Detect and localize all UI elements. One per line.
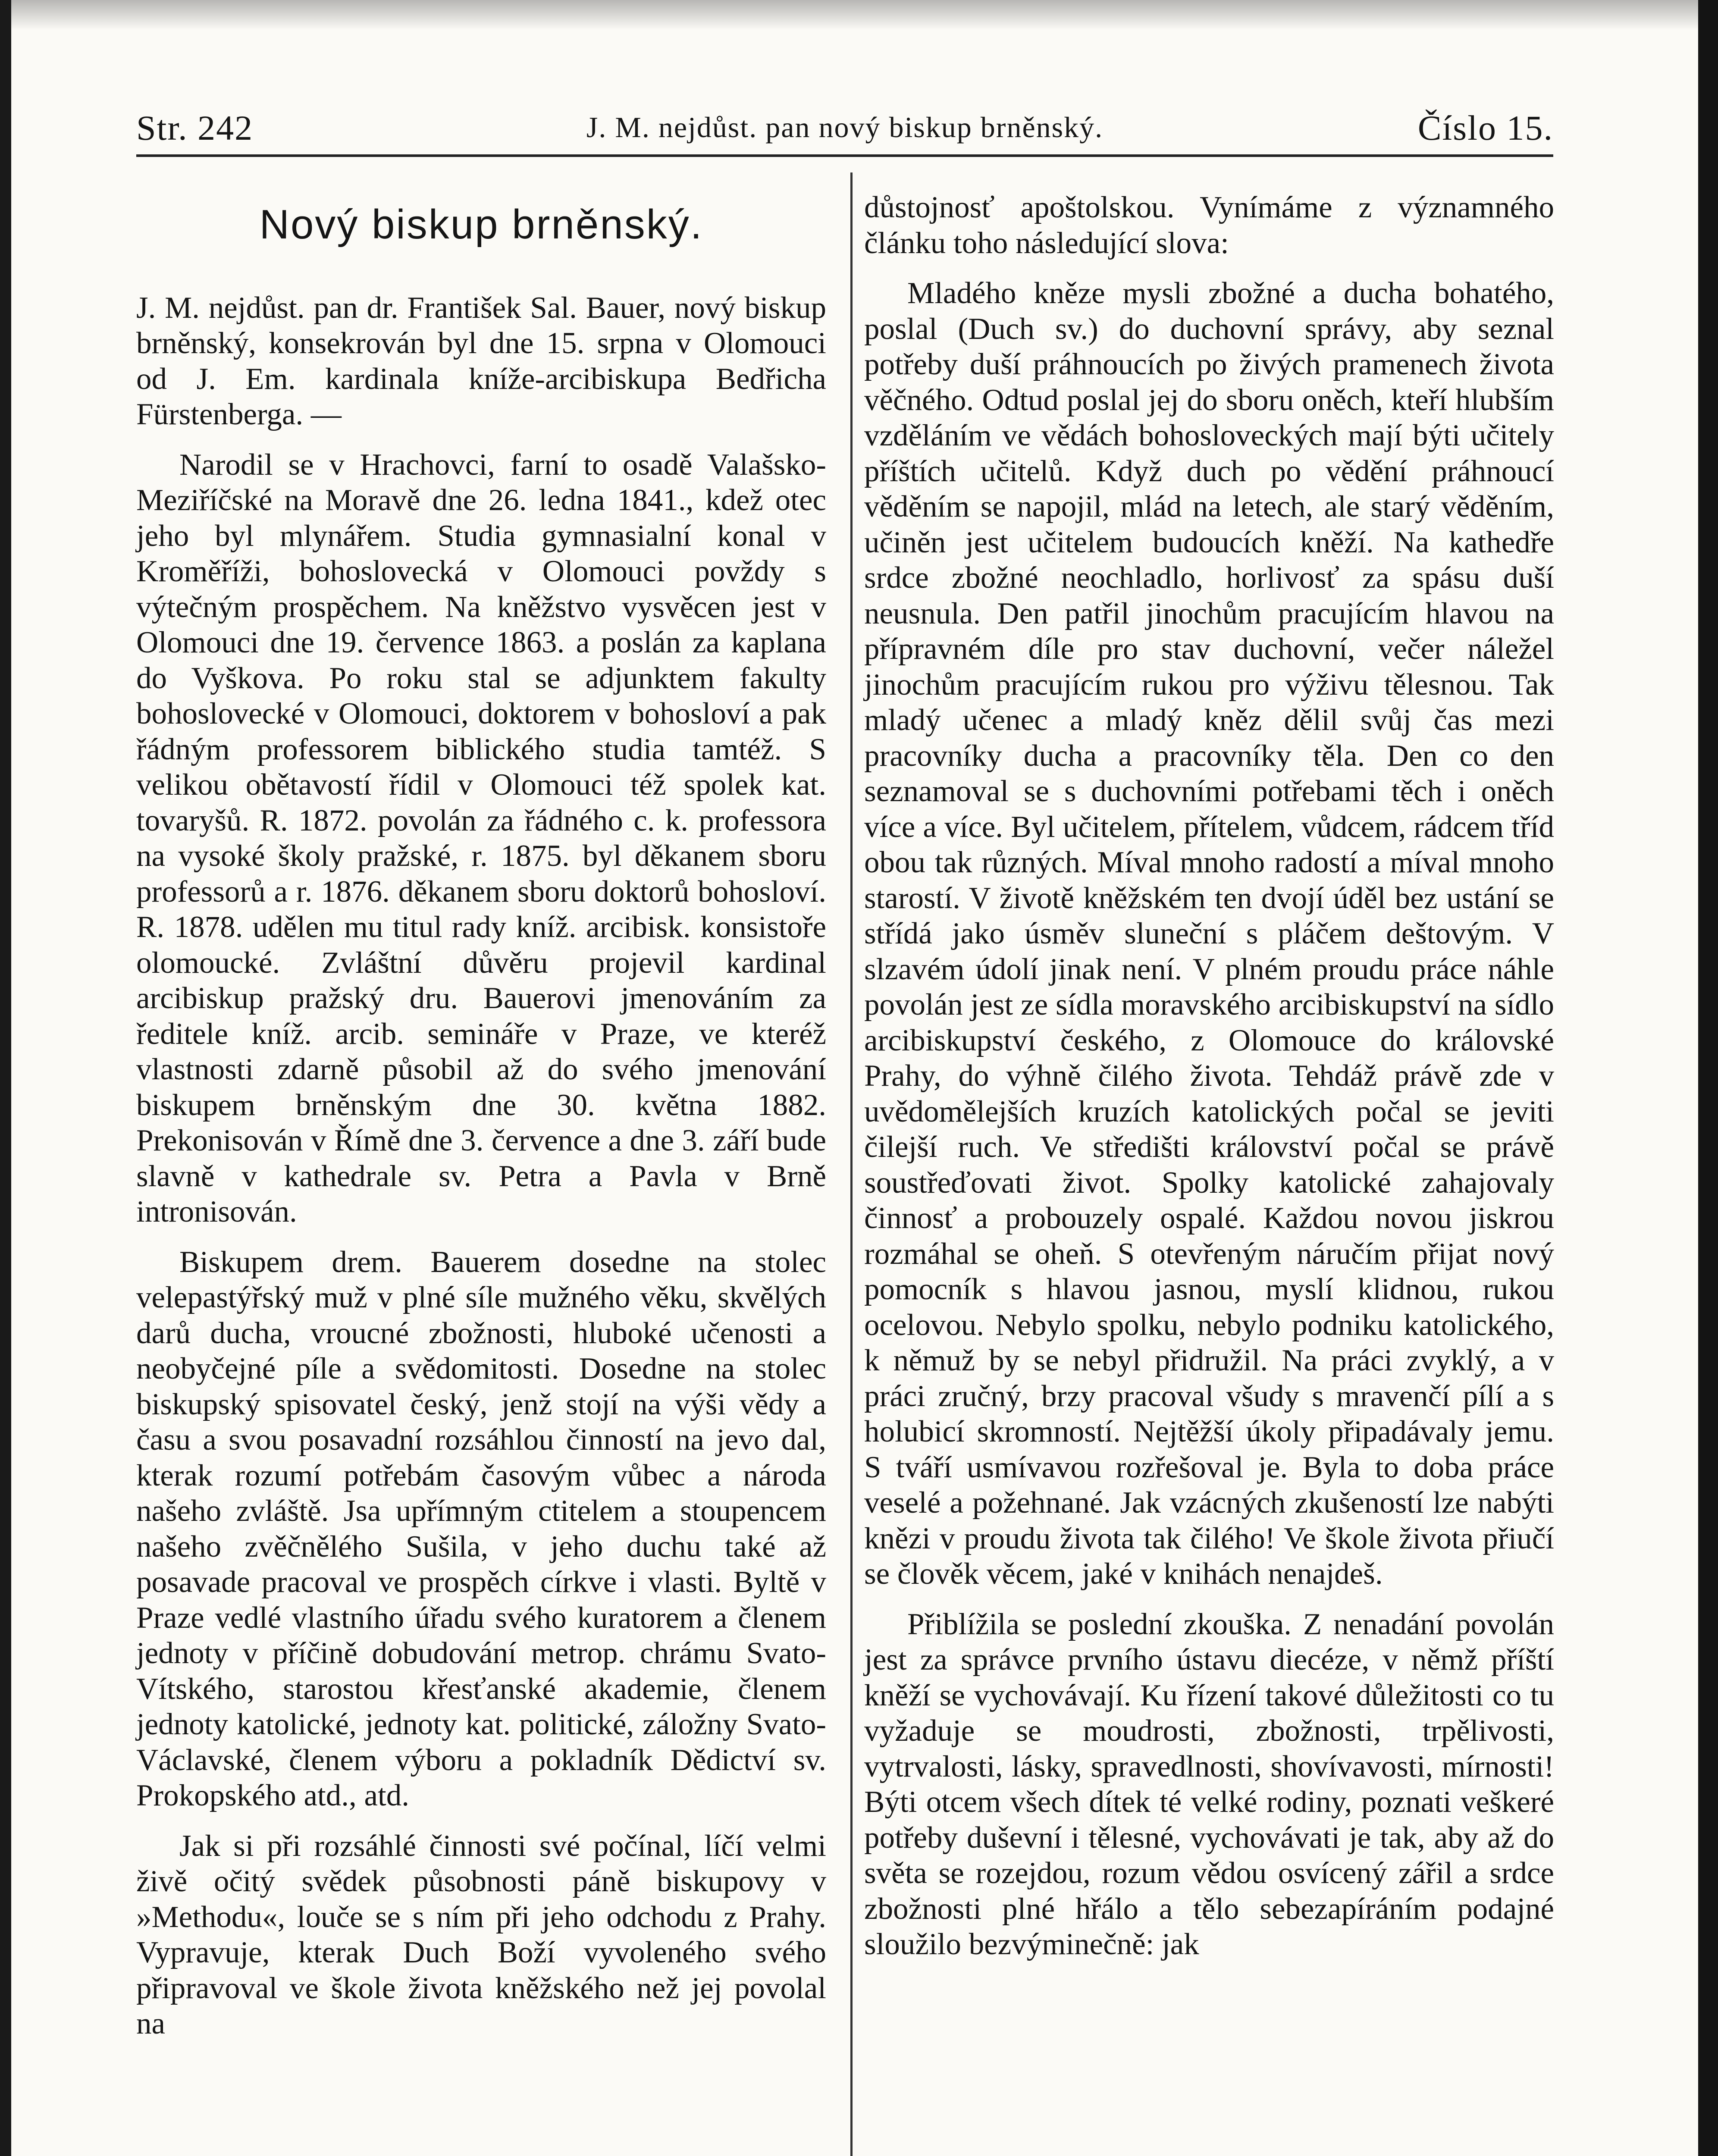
paragraph: Jak si při rozsáhlé činnosti své počínal, líčí velmi živě očitý svědek působnosti páně biskupovy v »Methodu«, louče se s ním při jeho odchodu z Prahy. Vypravuje, kterak Duch Boží vyvoleného svého připravoval ve škole života kněžského než jej povolal na xyxy=(136,1829,826,2040)
page-header xyxy=(136,100,1553,152)
issue-number: Číslo 15. xyxy=(1417,108,1553,147)
page-number: Str. 242 xyxy=(136,108,254,147)
paragraph: Biskupem drem. Bauerem dosedne na stolec velepastýřský muž v plné síle mužného věku, skvělých darů ducha, vroucné zbožnosti, hluboké učenosti a neobyčejné píle a svědomitosti. Dosedne na stolec biskupský spisovatel český, jenž stojí na výši vědy a času a svou posavadní rozsáhlou činností na jevo dal, kterak rozumí potřebám časovým vůbec a národa našeho zvláště. Jsa upřímným ctitelem a stoupencem našeho zvěčnělého Sušila, v jeho duchu také až posavade pracoval ve prospěch církve i vlasti. Byltě v Praze vedlé vlastního úřadu svého kuratorem a členem jednoty v příčině dobudování metrop. chrámu Svato-Vítského, starostou křesťanské akademie, členem jednoty katolické, jednoty kat. politické, záložny Svato-Václavské, členem výboru a pokladník Dědictví sv. Prokopského atd., atd. xyxy=(136,1245,826,1812)
running-title: J. M. nejdůst. pan nový biskup brněnský. xyxy=(586,111,1104,144)
header-rule xyxy=(136,154,1553,157)
paragraph: Mladého kněze mysli zbožné a ducha bohatého, poslal (Duch sv.) do duchovní správy, aby seznal potřeby duší práhnoucích po živých pramenech života věčného. Odtud poslal jej do sboru oněch, kteří hlubším vzděláním ve vědách bohosloveckých mají býti učitely příštích učitelů. Když duch po vědění práhnoucí věděním se napojil, mlád na letech, ale starý věděním, učiněn jest učitelem budoucích kněží. Na kathedře srdce zbožné neochladlo, horlivosť za spásu duší neusnula. Den patřil jinochům pracujícím hlavou na přípravném díle pro stav duchovní, večer náležel jinochům pracujícím rukou pro výživu tělesnou. Tak mladý učenec a mladý kněz dělil svůj čas mezi pracovníky ducha a pracovníky těla. Den co den seznamoval se s duchovními potřebami těch i oněch více a více. Byl učitelem, přítelem, vůdcem, rádcem tříd obou tak různých. Míval mnoho radostí a míval mnoho starostí. V životě kněžském ten dvojí úděl bez ustání se střídá jako úsměv sluneční s pláčem deštovým. V slzavém údolí jinak není. V plném proudu práce náhle povolán jest ze sídla moravského arcibiskupství na sídlo arcibiskupství českého, z Olomouce do královské Prahy, do výhně čilého života. Tehdáž právě zde v uvědomělejších kruzích katolických počal se jeviti čilejší ruch. Ve středišti království počal se právě soustřeďovati život. Spolky katolické zahajovaly činnosť a probouzely ospalé. Každou novou jiskrou rozmáhal se oheň. S otevřeným náručím přijat nový pomocník s hlavou jasnou, myslí klidnou, rukou ocelovou. Nebylo spolku, nebylo podniku katolického, k němuž by se nebyl přidružil. Na práci zvyklý, a v práci zručný, brzy pracoval všudy s mravenčí pílí a s holubicí skromností. Nejtěžší úkoly připadávaly jemu. S tváří usmívavou rozřešoval je. Byla to doba práce veselé a požehnané. Jak vzácných zkušeností lze nabýti knězi v proudu života tak čilého! Ve škole života přiučí se člověk věcem, jaké v knihách nenajdeš. xyxy=(864,276,1554,1591)
left-column xyxy=(136,190,826,2056)
scan-shadow-top xyxy=(0,0,1718,30)
paragraph: Narodil se v Hrachovci, farní to osadě Valašsko-Meziříčské na Moravě dne 26. ledna 1841., kdež otec jeho byl mlynářem. Studia gymnasialní konal v Kroměříži, bohoslovecká v Olomouci povždy s výtečným prospěchem. Na kněžstvo vysvěcen jest v Olomouci dne 19. července 1863. a poslán za kaplana do Vyškova. Po roku stal se adjunktem fakulty bohoslovecké v Olomouci, doktorem v bohosloví a pak řádným professorem biblického studia tamtéž. S velikou obětavostí řídil v Olomouci též spolek kat. tovaryšů. R. 1872. povolán za řádného c. k. professora na vysoké školy pražské, r. 1875. byl děkanem sboru professorů a r. 1876. děkanem sboru doktorů bohosloví. R. 1878. udělen mu titul rady kníž. arcibisk. konsistoře olomoucké. Zvláštní důvěru projevil kardinal arcibiskup pražský dru. Bauerovi jmenováním za ředitele kníž. arcib. semináře v Praze, ve kteréž vlastnosti zdarně působil až do svého jmenování biskupem brněnským dne 30. května 1882. Prekonisován v Římě dne 3. července a dne 3. září bude slavně v kathedrale sv. Petra a Pavla v Brně intronisován. xyxy=(136,448,826,1228)
scan-border-right xyxy=(1698,0,1718,2156)
paragraph: J. M. nejdůst. pan dr. František Sal. Bauer, nový biskup brněnský, konsekrován byl dne 15. srpna v Olomouci od J. Em. kardinala kníže-arcibiskupa Bedřicha Fürstenberga. — xyxy=(136,291,826,431)
paragraph: Přiblížila se poslední zkouška. Z nenadání povolán jest za správce prvního ústavu diecéze, v němž příští kněží se vychovávají. Ku řízení takové důležitosti co tu vyžaduje se moudrosti, zbožnosti, trpělivosti, vytrvalosti, lásky, spravedlnosti, shovívavosti, mírnosti! Býti otcem všech dítek té velké rodiny, poznati veškeré potřeby duševní i tělesné, vychovávati je tak, aby až do světa se rozejdou, rozum vědou osvícený zářil a srdce zbožnosti plné hřálo a tělo sebezapíráním podajné sloužilo bezvýminečně: jak xyxy=(864,1607,1554,1961)
scan-border-left xyxy=(0,0,11,2156)
column-divider xyxy=(850,172,853,2156)
article-title: Nový biskup brněnský. xyxy=(259,201,703,248)
right-column xyxy=(864,190,1554,1977)
paragraph: důstojnosť apoštolskou. Vynímáme z významného článku toho následující slova: xyxy=(864,191,1554,260)
